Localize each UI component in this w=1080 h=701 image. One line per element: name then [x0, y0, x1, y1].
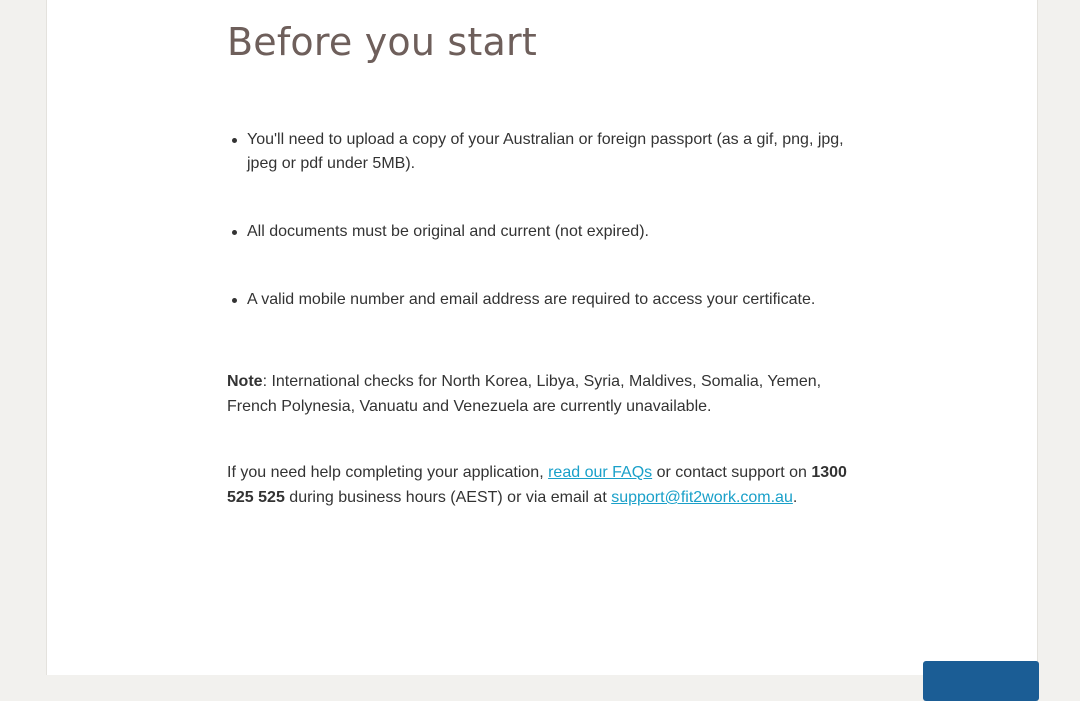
- main-card: [46, 0, 1038, 675]
- requirements-list: [227, 128, 867, 356]
- help-text-hours: during business hours (AEST) or via email at: [284, 489, 612, 506]
- help-paragraph: [227, 460, 867, 510]
- help-text-end: .: [792, 489, 798, 506]
- note-paragraph: [227, 369, 867, 419]
- list-item: A valid mobile number and email address are required to access your certificate.: [227, 288, 867, 312]
- help-text-contact: or contact support on: [652, 464, 812, 481]
- list-item: You'll need to upload a copy of your Australian or foreign passport (as a gif, png, jpg, jpeg or pdf under 5MB).: [227, 128, 867, 176]
- page-title: Before you start: [227, 20, 537, 64]
- help-text-intro: If you need help completing your application,: [227, 464, 549, 481]
- faq-link[interactable]: read our FAQs: [548, 464, 653, 481]
- support-email-link[interactable]: support@fit2work.com.au: [611, 489, 793, 506]
- note-label: Note: [227, 373, 263, 390]
- continue-button[interactable]: [923, 661, 1039, 701]
- support-phone: 1300 525 525: [227, 464, 847, 506]
- note-text: : International checks for North Korea, Libya, Syria, Maldives, Somalia, Yemen, French Polynesia, Vanuatu and Venezuela are currently unavailable.: [227, 373, 822, 415]
- list-item: All documents must be original and current (not expired).: [227, 220, 867, 244]
